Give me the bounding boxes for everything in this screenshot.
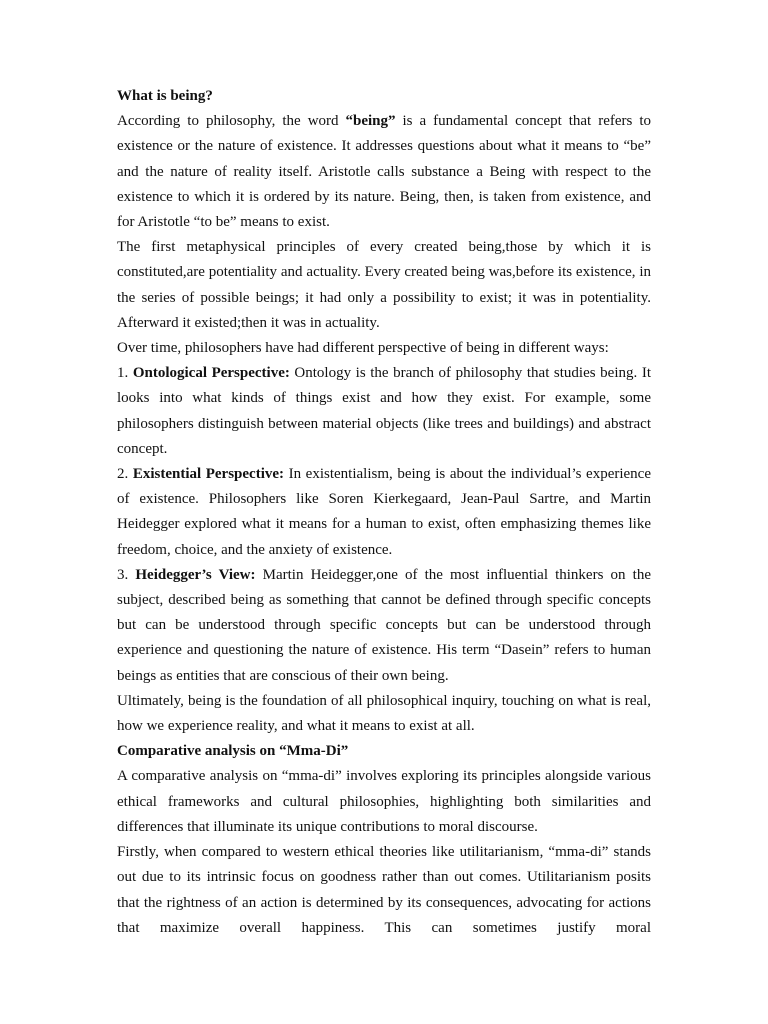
paragraph-being-definition: [117, 109, 651, 235]
section-heading-being: What is being?: [117, 88, 213, 104]
list-number: 1.: [117, 365, 133, 382]
list-item-text: Ontology is the branch of philosophy that studies being. It looks into what kinds of things exist and how they exist. For example, some philosophers distinguish between material objects (like trees and buildings) and abstract concept.: [117, 365, 651, 457]
paragraph-perspectives-intro: Over time, philosophers have had different perspective of being in different ways:: [117, 340, 609, 357]
text-run: According to philosophy, the word: [117, 113, 346, 130]
document-page: [117, 84, 651, 941]
text-run: is a fundamental concept that refers to existence or the nature of existence. It addresses questions about what it means to “be” and the nature of reality itself. Aristotle calls substance a Being with respect to the existence to which it is ordered by its nature. Being, then, is taken from existence, and for Aristotle “to be” means to exist.: [117, 113, 651, 231]
list-item-title: Existential Perspective:: [132, 466, 285, 483]
list-item-existential: [117, 462, 651, 563]
paragraph-utilitarianism: Firstly, when compared to western ethical theories like utilitarianism, “mma-di” stands out due to its intrinsic focus on goodness rather than out comes. Utilitarianism posits that the rightness of an action is determined by its consequences, advocating for actions that maximize overall happiness. This can sometimes justify moral: [117, 844, 651, 936]
list-item-text: In existentialism, being is about the individual’s experience of existence. Philosophers like Soren Kierkegaard, Jean-Paul Sartre, and Martin Heidegger explored what it means for a human to exist, often emphasizing themes like freedom, choice, and the anxiety of existence.: [117, 466, 651, 558]
bold-term: “being”: [345, 113, 396, 130]
list-item-text: Martin Heidegger,one of the most influential thinkers on the subject, described being as something that cannot be defined through specific concepts but can be understood through specific concepts but can be understood through experience and questioning the nature of existence. His term “Dasein” refers to human beings as entities that are conscious of their own being.: [117, 566, 651, 684]
list-number: 2.: [117, 466, 133, 483]
list-item-ontological: [117, 361, 651, 462]
list-item-title: Heidegger’s View:: [135, 566, 256, 583]
list-item-heidegger: [117, 563, 651, 689]
list-number: 3.: [117, 566, 136, 583]
paragraph-comparative-intro: A comparative analysis on “mma-di” involves exploring its principles alongside various ethical frameworks and cultural philosophies, highlighting both similarities and differences that illuminate its unique contributions to moral discourse.: [117, 768, 651, 835]
paragraph-conclusion: Ultimately, being is the foundation of all philosophical inquiry, touching on what is real, how we experience reality, and what it means to exist at all.: [117, 692, 651, 735]
section-heading-mma-di: Comparative analysis on “Mma-Di”: [117, 743, 349, 760]
list-item-title: Ontological Perspective:: [132, 365, 290, 382]
paragraph-metaphysical-principles: The first metaphysical principles of every created being,those by which it is constituted,are potentiality and actuality. Every created being was,before its existence, in the series of possible beings; it had only a possibility to exist; it was in potentiality. Afterward it existed;then it was in actuality.: [117, 239, 651, 331]
